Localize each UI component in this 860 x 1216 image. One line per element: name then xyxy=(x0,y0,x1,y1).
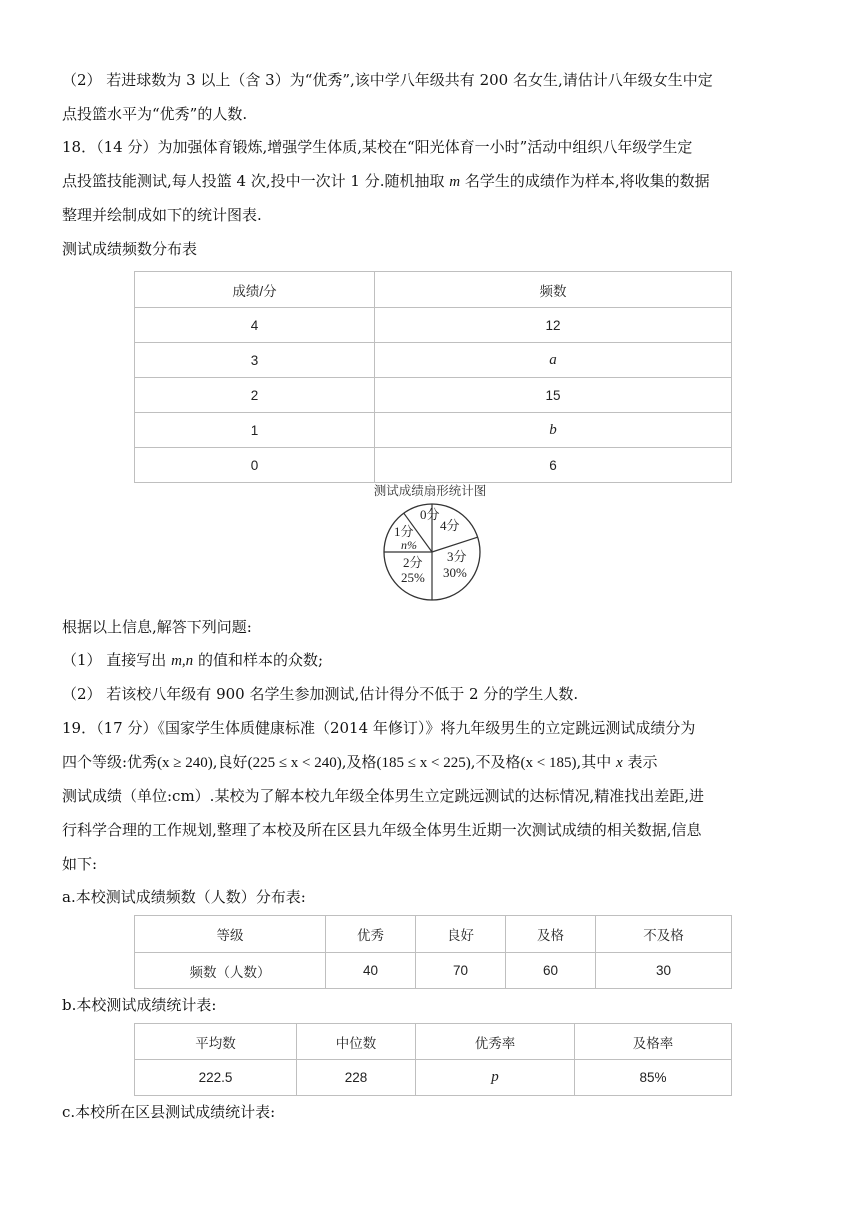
line-q19-stem-4: 行科学合理的工作规划,整理了本校及所在区县九年级全体男生近期一次测试成绩的相关数据,信息 xyxy=(62,821,702,839)
table3-caption: b.本校测试成绩统计表: xyxy=(62,996,217,1014)
table-cell: 6 xyxy=(375,448,732,483)
math-good: (225 ≤ x < 240) xyxy=(247,755,342,771)
table-header: 及格 xyxy=(506,916,596,953)
text: ,不及格 xyxy=(470,753,521,771)
math-excellent: (x ≥ 240) xyxy=(157,755,213,771)
table-cell: 228 xyxy=(297,1060,416,1096)
slice-value-3: 30% xyxy=(443,565,467,580)
slice-label-2: 2分 xyxy=(403,555,423,570)
line-q18-part2: （2） 若该校八年级有 900 名学生参加测试,估计得分不低于 2 分的学生人数. xyxy=(62,685,579,703)
table-header: 频数 xyxy=(375,272,732,308)
math-x: x xyxy=(616,755,623,771)
line-q19-levels xyxy=(62,752,657,773)
table4-caption: c.本校所在区县测试成绩统计表: xyxy=(62,1103,276,1121)
table-cell: 70 xyxy=(416,953,506,989)
table-header: 成绩/分 xyxy=(135,272,375,308)
table-row xyxy=(135,916,732,953)
slice-value-2: 25% xyxy=(401,570,425,585)
line-q17-part2-cont: 点投篮水平为“优秀”的人数. xyxy=(62,105,248,123)
table-cell: b xyxy=(375,413,732,448)
table-header: 优秀 xyxy=(326,916,416,953)
table2-caption: a.本校测试成绩频数（人数）分布表: xyxy=(62,888,306,906)
line-instruction: 根据以上信息,解答下列问题: xyxy=(62,618,252,636)
line-q19-stem: 19．（17 分）《国家学生体质健康标准（2014 年修订）》将九年级男生的立定跳远测试成绩分为 xyxy=(62,719,696,737)
school-stats-table xyxy=(134,1023,732,1096)
slice-value-1: n% xyxy=(401,538,417,552)
table1-caption: 测试成绩频数分布表 xyxy=(62,240,198,258)
table-cell: 4 xyxy=(135,308,375,343)
table-cell: 频数（人数） xyxy=(135,953,326,989)
table-cell: 12 xyxy=(375,308,732,343)
table-row xyxy=(135,308,732,343)
line-q19-stem-5: 如下: xyxy=(62,855,98,873)
slice-label-3: 3分 xyxy=(447,549,467,564)
table-cell: 222.5 xyxy=(135,1060,297,1096)
text: （1） 直接写出 xyxy=(62,651,172,669)
table-cell: 3 xyxy=(135,343,375,378)
text: 四个等级:优秀 xyxy=(62,753,158,771)
text: ,良好 xyxy=(212,753,248,771)
pie-chart-title: 测试成绩扇形统计图 xyxy=(373,483,487,498)
school-frequency-table xyxy=(134,915,732,989)
pie-chart xyxy=(380,500,484,604)
table-row xyxy=(135,378,732,413)
line-q17-part2: （2） 若进球数为 3 以上（含 3）为“优秀”,该中学八年级共有 200 名女生,请估计八年级女生中定 xyxy=(62,71,713,89)
math-fail: (x < 185) xyxy=(520,755,577,771)
table-header: 中位数 xyxy=(297,1024,416,1060)
frequency-table xyxy=(134,271,732,483)
table-header: 优秀率 xyxy=(416,1024,575,1060)
slice-label-1: 1分 xyxy=(394,524,414,539)
table-cell: 1 xyxy=(135,413,375,448)
math-m: m xyxy=(449,174,461,190)
text: ,及格 xyxy=(341,753,377,771)
table-cell: p xyxy=(416,1060,575,1096)
table-cell: 60 xyxy=(506,953,596,989)
table-row xyxy=(135,272,732,308)
slice-label-0: 0分 xyxy=(420,507,440,522)
line-q18-stem-2 xyxy=(62,171,710,192)
slice-label-4: 4分 xyxy=(440,518,460,533)
table-cell: 2 xyxy=(135,378,375,413)
text: 点投篮技能测试,每人投篮 4 次,投中一次计 1 分.随机抽取 xyxy=(62,172,450,190)
table-row xyxy=(135,1060,732,1096)
table-header: 平均数 xyxy=(135,1024,297,1060)
table-cell: 85% xyxy=(575,1060,732,1096)
table-cell: 15 xyxy=(375,378,732,413)
text: 的值和样本的众数; xyxy=(193,651,324,669)
math-mn: m,n xyxy=(171,653,194,669)
line-q18-part1 xyxy=(62,650,323,671)
text: ,其中 xyxy=(576,753,617,771)
text: 表示 xyxy=(622,753,658,771)
table-cell: 0 xyxy=(135,448,375,483)
table-header: 等级 xyxy=(135,916,326,953)
table-row xyxy=(135,343,732,378)
table-header: 良好 xyxy=(416,916,506,953)
table-row xyxy=(135,448,732,483)
text: 名学生的成绩作为样本,将收集的数据 xyxy=(460,172,710,190)
table-row xyxy=(135,953,732,989)
table-header: 不及格 xyxy=(596,916,732,953)
table-cell: a xyxy=(375,343,732,378)
line-q19-stem-3: 测试成绩（单位:cm）.某校为了解本校九年级全体男生立定跳远测试的达标情况,精准找出差距,进 xyxy=(62,787,704,805)
line-q18-stem: 18．（14 分）为加强体育锻炼,增强学生体质,某校在“阳光体育一小时”活动中组织八年级学生定 xyxy=(62,138,693,156)
table-header: 及格率 xyxy=(575,1024,732,1060)
table-row xyxy=(135,1024,732,1060)
table-row xyxy=(135,413,732,448)
line-q18-stem-3: 整理并绘制成如下的统计图表. xyxy=(62,206,262,224)
table-cell: 40 xyxy=(326,953,416,989)
math-pass: (185 ≤ x < 225) xyxy=(376,755,471,771)
table-cell: 30 xyxy=(596,953,732,989)
